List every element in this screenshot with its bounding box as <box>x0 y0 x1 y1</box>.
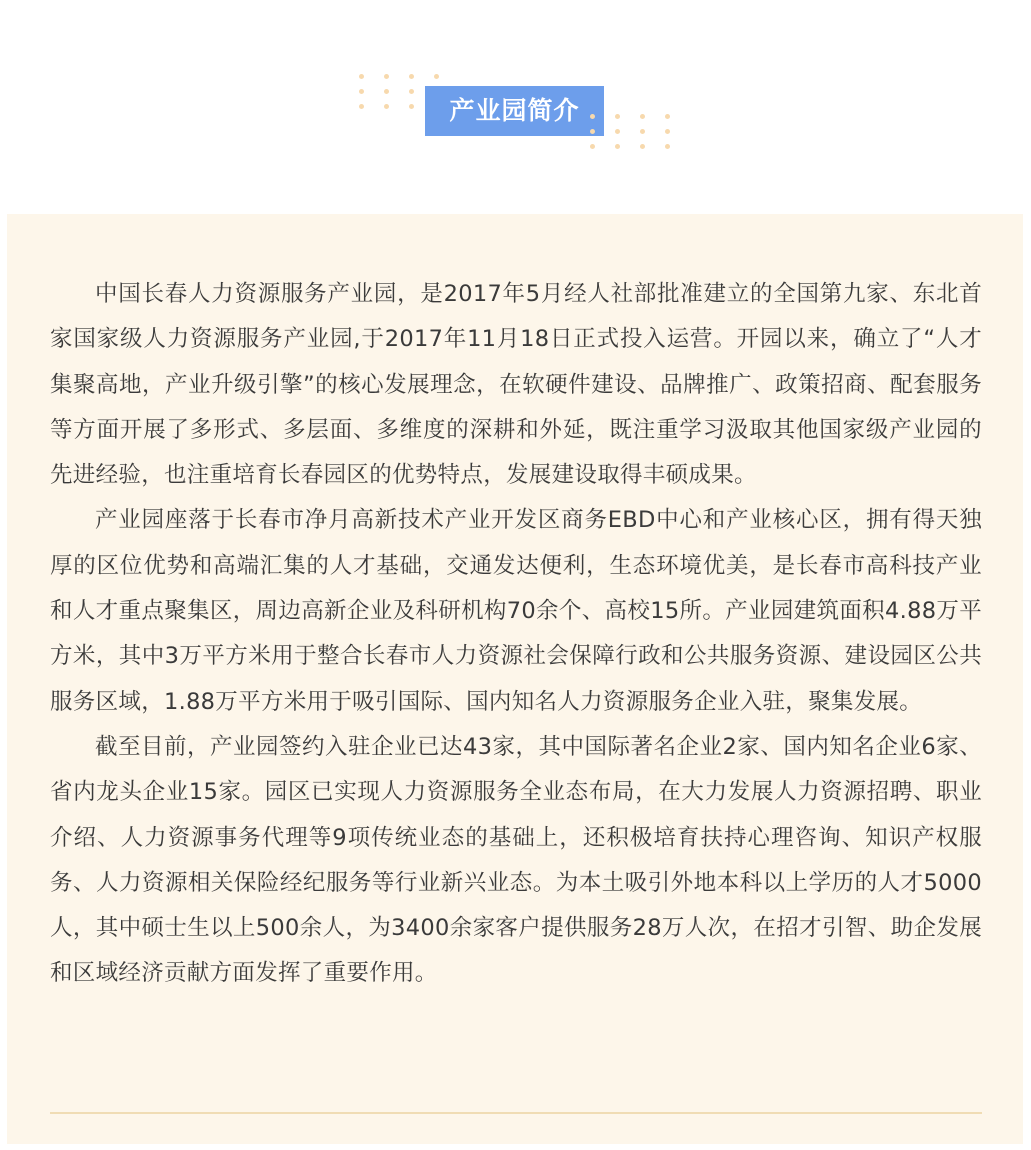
section-header <box>0 0 1031 214</box>
divider <box>50 1112 982 1114</box>
decorative-dots-right <box>590 114 670 149</box>
paragraph-achievements: 截至目前，产业园签约入驻企业已达43家，其中国际著名企业2家、国内知名企业6家、省内龙头企业15家。园区已实现人力资源服务全业态布局，在大力发展人力资源招聘、职业介绍、人力资源事务代理等9项传统业态的基础上，还积极培育扶持心理咨询、知识产权服务、人力资源相关保险经纪服务等行业新兴业态。为本土吸引外地本科以上学历的人才5000人，其中硕士生以上500余人，为3400余家客户提供服务28万人次，在招才引智、助企发展和区域经济贡献方面发挥了重要作用。 <box>50 733 982 987</box>
paragraph-intro: 中国长春人力资源服务产业园，是2017年5月经人社部批准建立的全国第九家、东北首家国家级人力资源服务产业园,于2017年11月18日正式投入运营。开园以来，确立了“人才集聚高地，产业升级引擎”的核心发展理念，在软硬件建设、品牌推广、政策招商、配套服务等方面开展了多形式、多层面、多维度的深耕和外延，既注重学习汲取其他国家级产业园的先进经验，也注重培育长春园区的优势特点，发展建设取得丰硕成果。 <box>50 281 982 489</box>
paragraph-location: 产业园座落于长春市净月高新技术产业开发区商务EBD中心和产业核心区，拥有得天独厚的区位优势和高端汇集的人才基础，交通发达便利，生态环境优美，是长春市高科技产业和人才重点聚集区，周边高新企业及科研机构70余个、高校15所。产业园建筑面积4.88万平方米，其中3万平方米用于整合长春市人力资源社会保障行政和公共服务资源、建设园区公共服务区域，1.88万平方米用于吸引国际、国内知名人力资源服务企业入驻，聚集发展。 <box>50 507 982 715</box>
article-body <box>50 272 982 997</box>
content-panel <box>7 214 1023 1144</box>
section-title: 产业园简介 <box>425 86 604 136</box>
